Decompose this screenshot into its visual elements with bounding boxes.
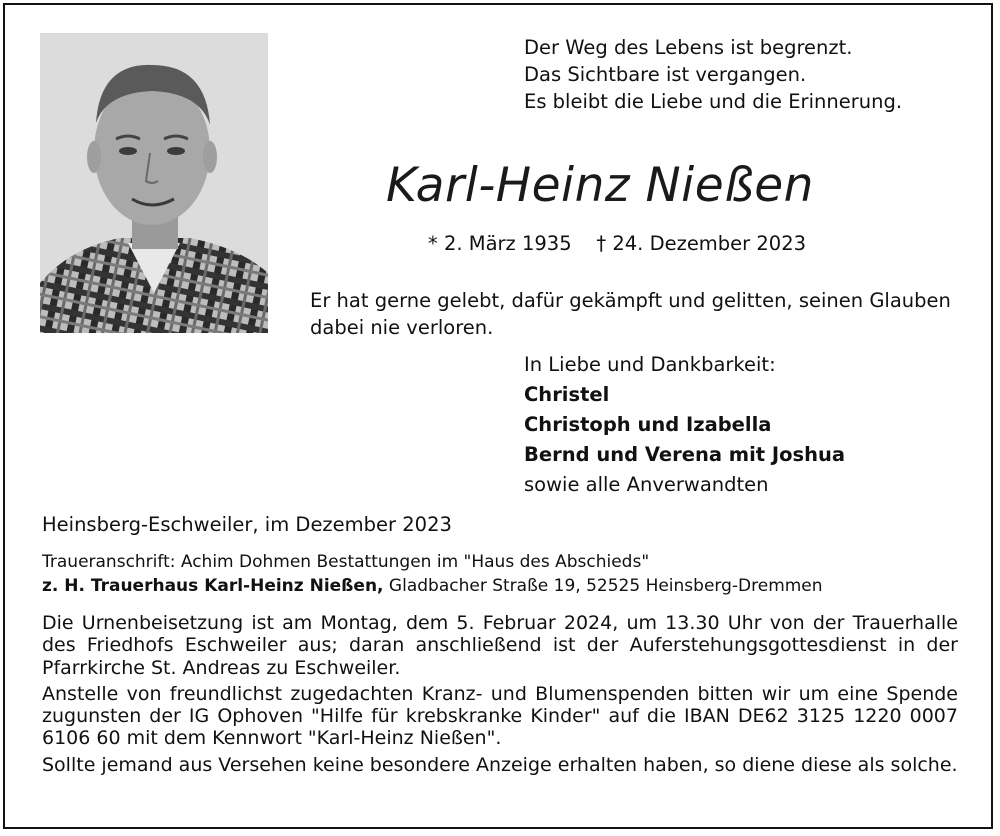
service-details [42,612,958,780]
portrait-illustration [40,33,268,333]
family-name: Christel [524,383,610,406]
family-name: Bernd und Verena mit Joshua [524,443,846,466]
deceased-name: Karl-Heinz Nießen [386,158,814,213]
family-name: Christoph und Izabella [524,413,772,436]
verse-block [524,34,902,115]
address-line: Traueranschrift: Achim Dohmen Bestattungen im "Haus des Abschieds" [42,552,650,572]
birth-date: * 2. März 1935 [428,232,572,255]
death-date: † 24. Dezember 2023 [596,232,807,255]
verse-line: Es bleibt die Liebe und die Erinnerung. [524,90,903,113]
address-line [42,574,823,598]
paragraph-burial: Die Urnenbeisetzung ist am Montag, dem 5. Februar 2024, um 13.30 Uhr von der Trauerhalle des Friedhofs Eschweiler aus; daran anschließend ist der Auferstehungsgottesdienst in der Pfarrkirche St. Andreas zu Eschweiler. [42,612,958,679]
life-dates [428,232,806,255]
address-street: Gladbacher Straße 19, 52525 Heinsberg-Dremmen [383,576,823,596]
family-intro: In Liebe und Dankbarkeit: [524,353,776,376]
paragraph-donation: Anstelle von freundlichst zugedachten Kranz- und Blumenspenden bitten wir um eine Spende zugunsten der IG Ophoven "Hilfe für krebskranke Kinder" auf die IBAN DE62 3125 1220 0007 6106 60 mit dem Kennwort "Karl-Heinz Nießen". [42,682,958,750]
family-closing: sowie alle Anverwandten [524,473,769,496]
place-date: Heinsberg-Eschweiler, im Dezember 2023 [42,513,452,536]
mourning-address [42,550,823,598]
memorial-quote: Er hat gerne gelebt, dafür gekämpft und gelitten, seinen Glauben dabei nie verloren. [310,289,951,339]
family-block [524,350,845,500]
verse-line: Der Weg des Lebens ist begrenzt. [524,36,853,59]
portrait-photo [40,33,268,333]
paragraph-notice: Sollte jemand aus Versehen keine besondere Anzeige erhalten haben, so diene diese als solche. [42,753,958,776]
address-recipient: z. H. Trauerhaus Karl-Heinz Nießen, [42,576,384,596]
verse-line: Das Sichtbare ist vergangen. [524,63,807,86]
